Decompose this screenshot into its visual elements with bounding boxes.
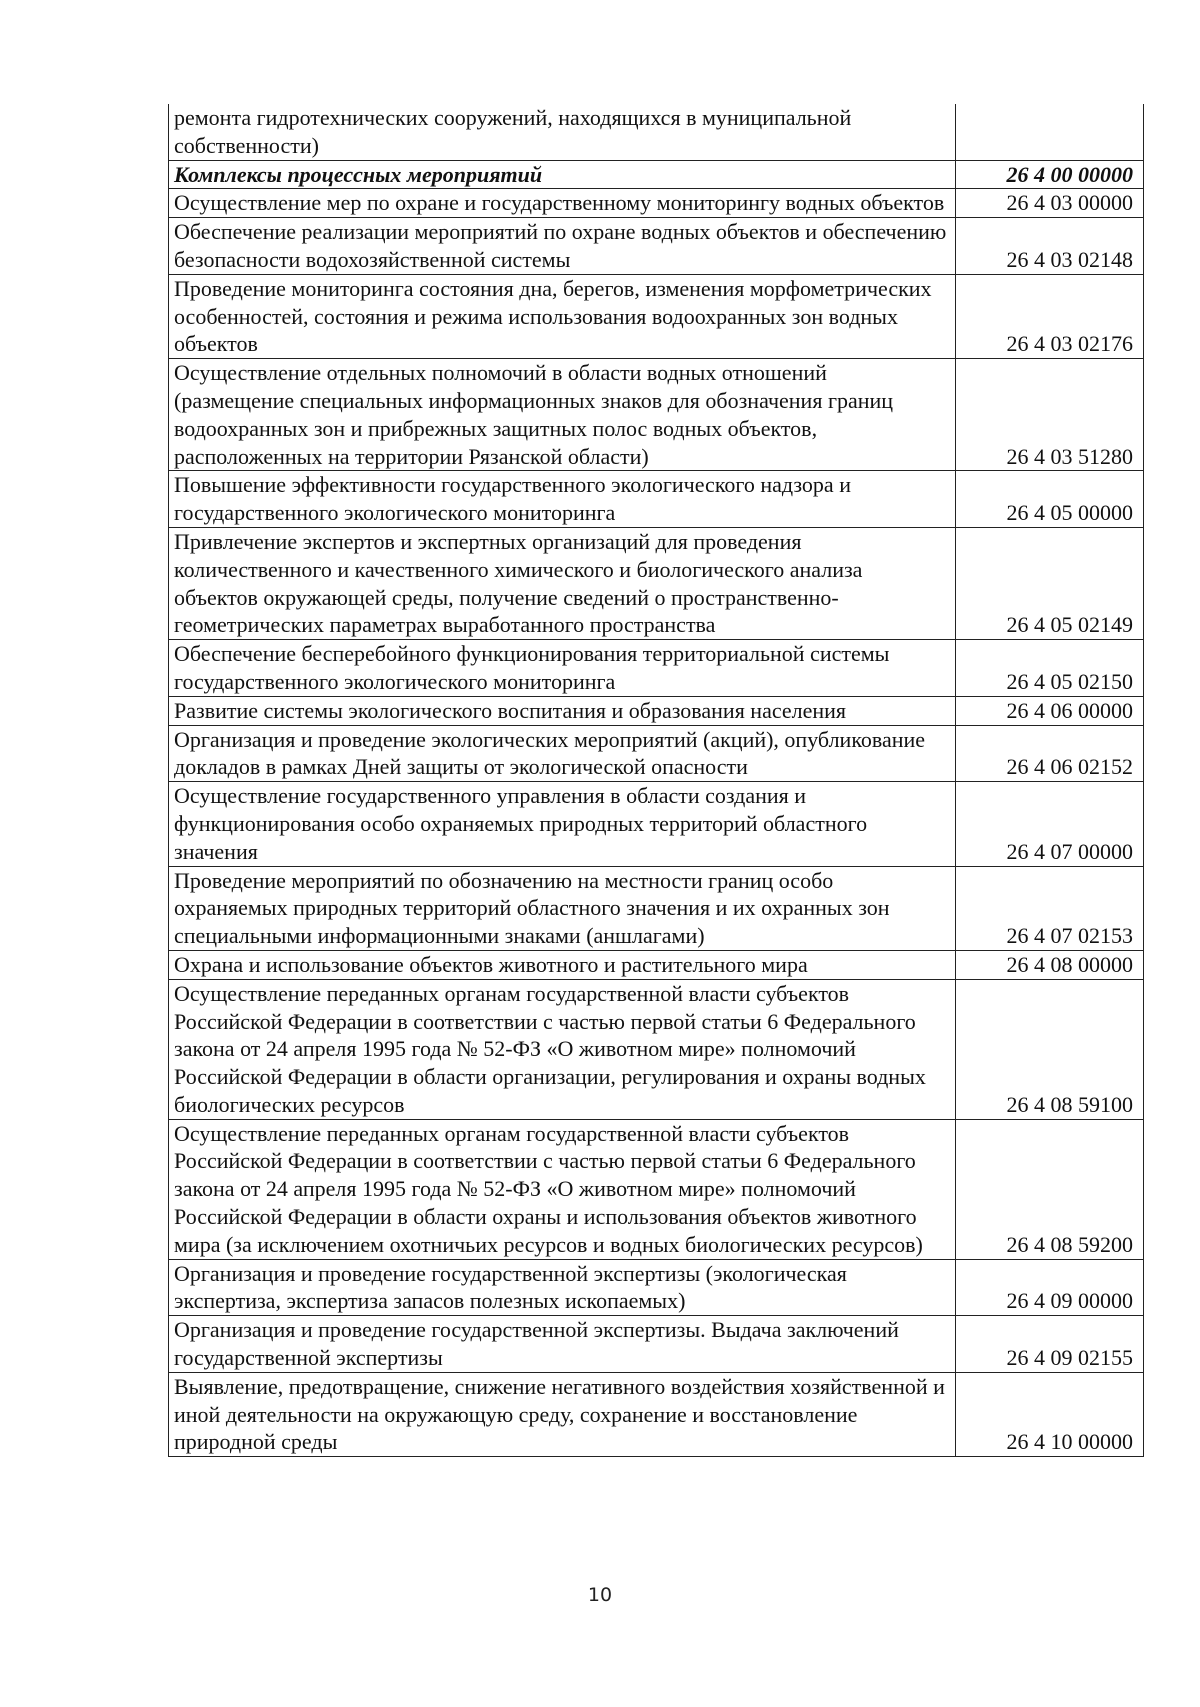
table-row — [169, 950, 1144, 979]
row-code-cell: 26 4 07 02153 — [956, 866, 1144, 950]
table-row — [169, 1259, 1144, 1316]
row-name-cell: Осуществление мер по охране и государственному мониторингу водных объектов — [169, 189, 956, 218]
table-row — [169, 866, 1144, 950]
table-row — [169, 359, 1144, 471]
table-row — [169, 527, 1144, 639]
row-code-cell: 26 4 06 02152 — [956, 725, 1144, 782]
row-code-cell: 26 4 03 51280 — [956, 359, 1144, 471]
row-name-cell: Проведение мониторинга состояния дна, берегов, изменения морфометрических особенностей, состояния и режима использования водоохранных зон водных объектов — [169, 274, 956, 358]
row-name-cell: Организация и проведение государственной экспертизы. Выдача заключений государственной экспертизы — [169, 1316, 956, 1373]
table-row — [169, 274, 1144, 358]
row-code-cell: 26 4 08 00000 — [956, 950, 1144, 979]
table-row — [169, 782, 1144, 866]
row-code-cell — [956, 104, 1144, 160]
row-code-cell: 26 4 05 00000 — [956, 471, 1144, 528]
row-code-cell: 26 4 10 00000 — [956, 1372, 1144, 1456]
row-name-cell: Развитие системы экологического воспитания и образования населения — [169, 696, 956, 725]
row-name-cell: Осуществление государственного управления в области создания и функционирования особо охраняемых природных территорий областного значения — [169, 782, 956, 866]
row-code-cell: 26 4 05 02150 — [956, 640, 1144, 697]
table-row — [169, 640, 1144, 697]
row-code-cell: 26 4 08 59200 — [956, 1119, 1144, 1259]
row-name-cell: Повышение эффективности государственного экологического надзора и государственного экологического мониторинга — [169, 471, 956, 528]
budget-classification-table — [168, 104, 1144, 1457]
page-number: 10 — [587, 1584, 613, 1606]
row-name-cell: ремонта гидротехнических сооружений, находящихся в муниципальной собственности) — [169, 104, 956, 160]
row-name-cell: Комплексы процессных мероприятий — [169, 160, 956, 189]
row-name-cell: Проведение мероприятий по обозначению на местности границ особо охраняемых природных территорий областного значения и их охранных зон специальными информационными знаками (аншлагами) — [169, 866, 956, 950]
table-row — [169, 1316, 1144, 1373]
row-name-cell: Охрана и использование объектов животного и растительного мира — [169, 950, 956, 979]
row-code-cell: 26 4 03 02148 — [956, 218, 1144, 275]
table-row — [169, 104, 1144, 160]
table-row — [169, 1372, 1144, 1456]
row-name-cell: Привлечение экспертов и экспертных организаций для проведения количественного и качественного химического и биологического анализа объектов окружающей среды, получение сведений о пространственно-геометрических параметрах выработанного пространства — [169, 527, 956, 639]
table-row — [169, 725, 1144, 782]
table-body — [169, 104, 1144, 1457]
row-code-cell: 26 4 07 00000 — [956, 782, 1144, 866]
table-row — [169, 979, 1144, 1119]
row-name-cell: Обеспечение реализации мероприятий по охране водных объектов и обеспечению безопасности водохозяйственной системы — [169, 218, 956, 275]
row-code-cell: 26 4 08 59100 — [956, 979, 1144, 1119]
row-code-cell: 26 4 05 02149 — [956, 527, 1144, 639]
row-code-cell: 26 4 09 00000 — [956, 1259, 1144, 1316]
row-name-cell: Осуществление переданных органам государственной власти субъектов Российской Федерации в соответствии с частью первой статьи 6 Федерального закона от 24 апреля 1995 года № 52-ФЗ «О животном мире» полномочий Российской Федерации в области организации, регулирования и охраны водных биологических ресурсов — [169, 979, 956, 1119]
row-name-cell: Организация и проведение экологических мероприятий (акций), опубликование докладов в рамках Дней защиты от экологической опасности — [169, 725, 956, 782]
table-row — [169, 1119, 1144, 1259]
row-code-cell: 26 4 03 00000 — [956, 189, 1144, 218]
row-code-cell: 26 4 03 02176 — [956, 274, 1144, 358]
row-name-cell: Осуществление переданных органам государственной власти субъектов Российской Федерации в соответствии с частью первой статьи 6 Федерального закона от 24 апреля 1995 года № 52-ФЗ «О животном мире» полномочий Российской Федерации в области охраны и использования объектов животного мира (за исключением охотничьих ресурсов и водных биологических ресурсов) — [169, 1119, 956, 1259]
row-name-cell: Обеспечение бесперебойного функционирования территориальной системы государственного экологического мониторинга — [169, 640, 956, 697]
table-row — [169, 189, 1144, 218]
row-name-cell: Осуществление отдельных полномочий в области водных отношений (размещение специальных информационных знаков для обозначения границ водоохранных зон и прибрежных защитных полос водных объектов, расположенных на территории Рязанской области) — [169, 359, 956, 471]
row-code-cell: 26 4 00 00000 — [956, 160, 1144, 189]
table-row — [169, 218, 1144, 275]
row-name-cell: Организация и проведение государственной экспертизы (экологическая экспертиза, экспертиза запасов полезных ископаемых) — [169, 1259, 956, 1316]
table-row — [169, 471, 1144, 528]
row-name-cell: Выявление, предотвращение, снижение негативного воздействия хозяйственной и иной деятельности на окружающую среду, сохранение и восстановление природной среды — [169, 1372, 956, 1456]
table-row — [169, 696, 1144, 725]
table-section-header-row — [169, 160, 1144, 189]
row-code-cell: 26 4 09 02155 — [956, 1316, 1144, 1373]
row-code-cell: 26 4 06 00000 — [956, 696, 1144, 725]
